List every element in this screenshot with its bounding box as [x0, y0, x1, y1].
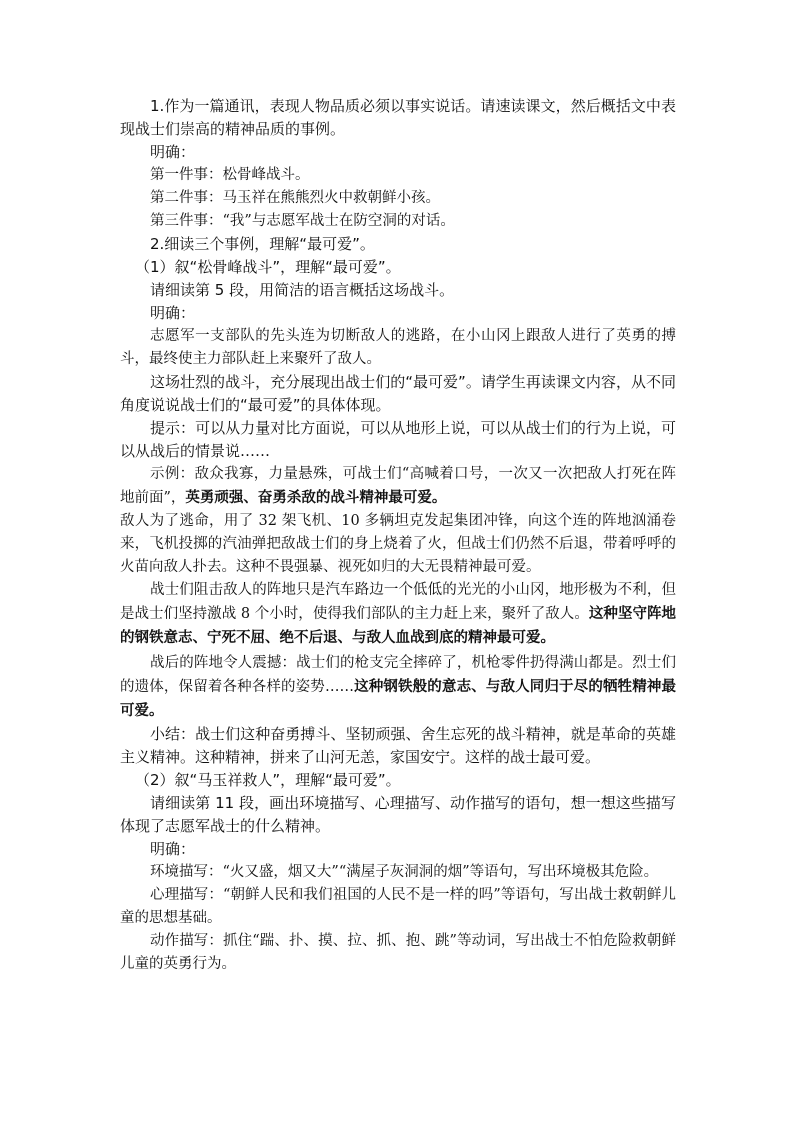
example-paragraph: 示例：敌众我寡，力量悬殊，可战士们“高喊着口号，一次又一次把敌人打死在阵地前面”，英勇顽强、奋勇杀敌的战斗精神最可爱。	[120, 466, 676, 506]
task-paragraph-11: 请细读第 11 段，画出环境描写、心理描写、动作描写的语句，想一想这些描写体现了志愿军战士的什么精神。	[120, 794, 676, 835]
question-2: 2.细读三个事例，理解“最可爱”。	[150, 235, 375, 253]
answer-label: 明确：	[150, 840, 196, 858]
subsection-2-heading: （2）叙“马玉祥救人”，理解“最可爱”。	[135, 771, 401, 789]
aftermath-emphasis: 这种钢铁般的意志、与敌人同归于尽的牺牲精神最可爱。	[120, 678, 677, 719]
event-1: 第一件事：松骨峰战斗。	[150, 167, 310, 183]
battle-discussion: 这场壮烈的战斗，充分展现出战士们的“最可爱”。请学生再读课文内容，从不同角度说说战士们的“最可爱”的具体体现。	[120, 373, 676, 414]
battle-summary: 志愿军一支部队的先头连为切断敌人的逃路，在小山冈上跟敌人进行了英勇的搏斗，最终使主力部队赶上来聚歼了敌人。	[120, 328, 676, 367]
environment-description: 环境描写：“火又盛，烟又大”“满屋子灰洞洞的烟”等语句，写出环境极其危险。	[150, 864, 659, 880]
answer-label: 明确：	[150, 304, 196, 322]
answer-label: 明确：	[150, 143, 196, 161]
terrain-paragraph: 战士们阻击敌人的阵地只是汽车路边一个低低的光光的小山冈，地形极为不利，但是战士们坚持激战 8 个小时，使得我们部队的主力赶上来，聚歼了敌人。这种坚守阵地的钢铁意志、宁死不屈、绝不后退、与敌人血战到底的精神最可爱。	[120, 582, 676, 646]
example-emphasis: 英勇顽强、奋勇杀敌的战斗精神最可爱。	[185, 489, 447, 506]
event-2: 第二件事：马玉祥在熊熊烈火中救朝鲜小孩。	[150, 190, 440, 206]
summary-paragraph: 小结：战士们这种奋勇搏斗、坚韧顽强、舍生忘死的战斗精神，就是革命的英雄主义精神。这种精神，拼来了山河无恙，家国安宁。这样的战士最可爱。	[120, 725, 676, 766]
action-description: 动作描写：抓住“踹、扑、摸、拉、抓、抱、跳”等动词，写出战士不怕危险救朝鲜儿童的英勇行为。	[120, 933, 676, 972]
enemy-attack-paragraph: 敌人为了逃命，用了 32 架飞机、10 多辆坦克发起集团冲锋，向这个连的阵地汹涌卷来，飞机投掷的汽油弹把敌战士们的身上烧着了火，但战士们仍然不后退，带着呼呼的火苗向敌人扑去。这种不畏强暴、视死如归的大无畏精神最可爱。	[120, 513, 676, 575]
task-paragraph-5: 请细读第 5 段，用简洁的语言概括这场战斗。	[150, 281, 455, 299]
hint-paragraph: 提示：可以从力量对比方面说，可以从地形上说，可以从战士们的行为上说，可以从战后的情景说……	[120, 419, 676, 460]
question-1: 1.作为一篇通讯，表现人物品质必须以事实说话。请速读课文，然后概括文中表现战士们崇高的精神品质的事例。	[120, 97, 676, 138]
psychology-description: 心理描写：“朝鲜人民和我们祖国的人民不是一样的吗”等语句，写出战士救朝鲜儿童的思想基础。	[120, 887, 676, 926]
subsection-1-heading: （1）叙“松骨峰战斗”，理解“最可爱”。	[135, 258, 401, 276]
event-3: 第三件事：“我”与志愿军战士在防空洞的对话。	[150, 213, 455, 229]
aftermath-paragraph: 战后的阵地令人震撼：战士们的枪支完全摔碎了，机枪零件扔得满山都是。烈士们的遗体，保留着各种各样的姿势……这种钢铁般的意志、与敌人同归于尽的牺牲精神最可爱。	[120, 655, 677, 719]
terrain-emphasis: 这种坚守阵地的钢铁意志、宁死不屈、绝不后退、与敌人血战到底的精神最可爱。	[120, 605, 676, 646]
document-body	[120, 95, 676, 976]
